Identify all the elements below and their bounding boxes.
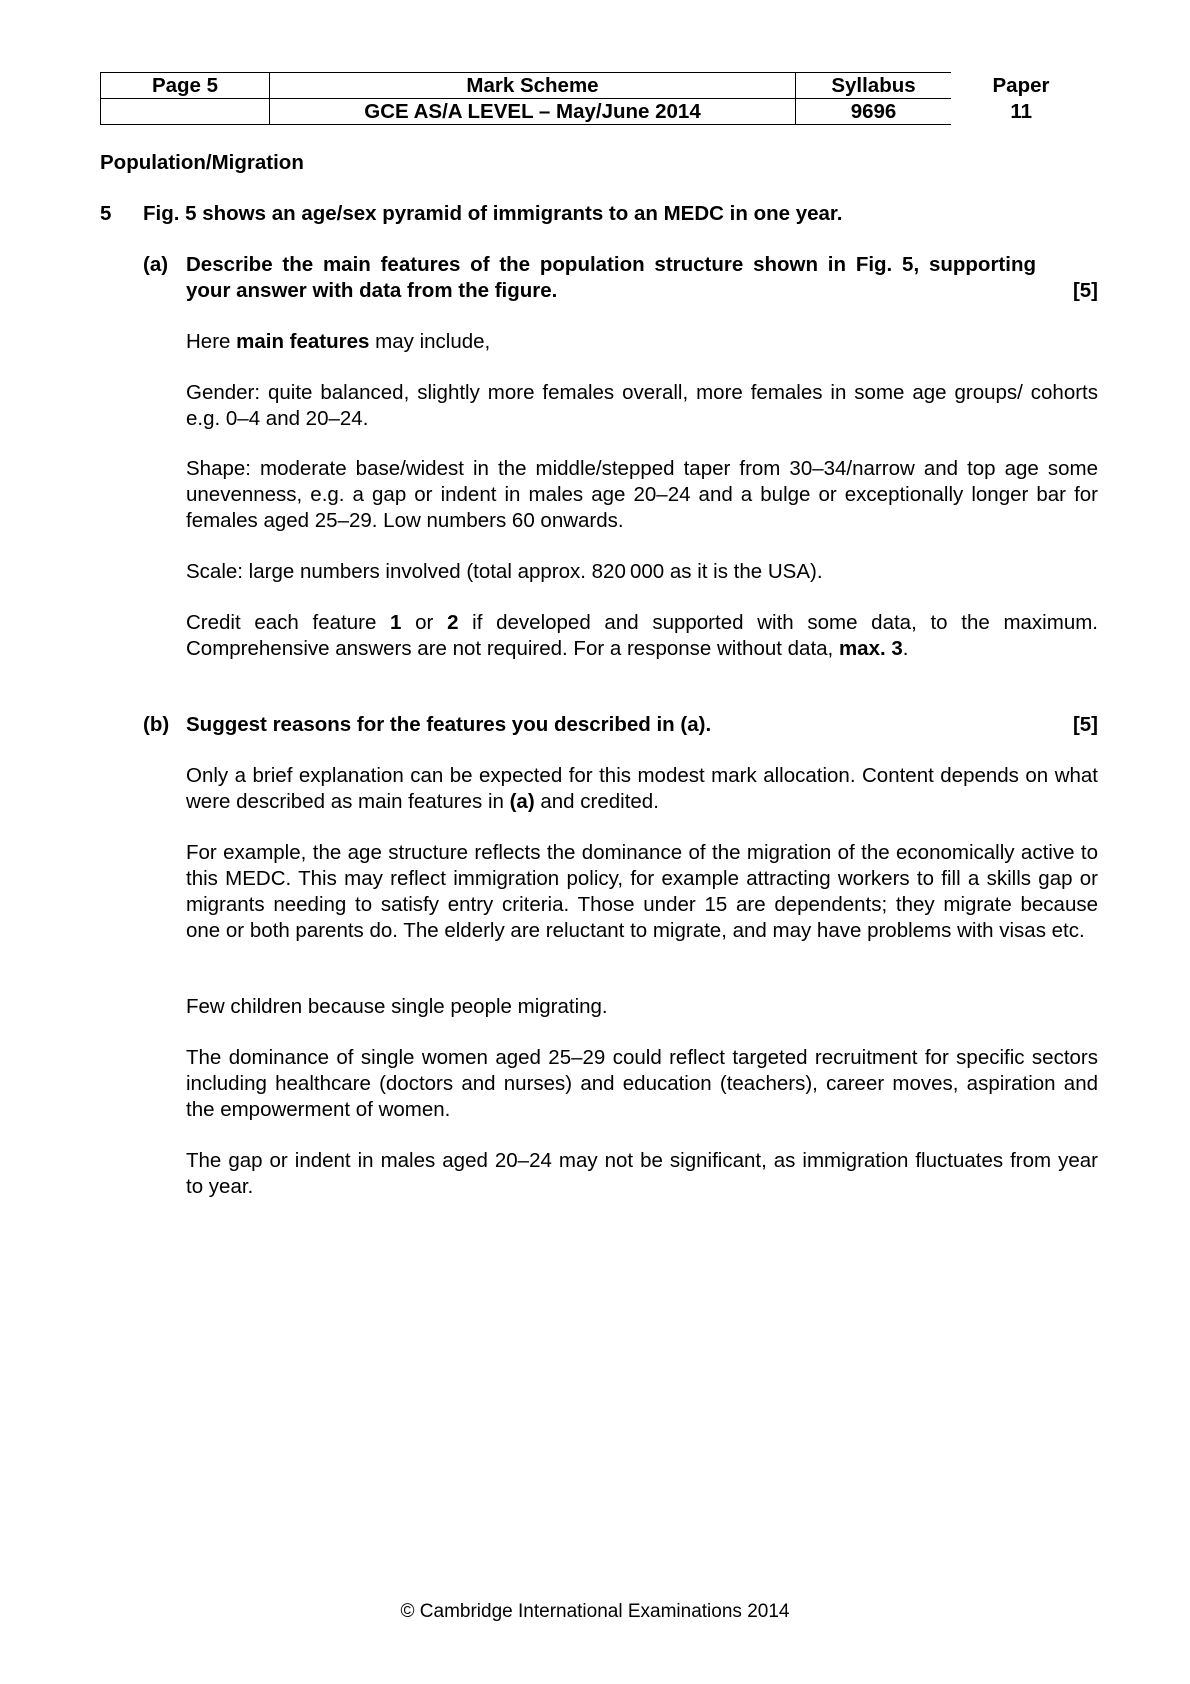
part-a-question: Describe the main features of the population structure shown in Fig. 5, supporting your answer with data from the figure. xyxy=(186,253,1036,302)
part-b-p3: Few children because single people migrating. xyxy=(186,995,608,1018)
part-a-gender: Gender: quite balanced, slightly more females overall, more females in some age groups/ cohorts e.g. 0–4 and 20–24. xyxy=(186,381,1098,430)
part-a-label: (a) xyxy=(143,253,169,276)
part-a-scale: Scale: large numbers involved (total approx. 820 000 as it is the USA). xyxy=(186,560,823,583)
part-a-marks: [5] xyxy=(1072,279,1098,302)
part-b-p2: For example, the age structure reflects the dominance of the migration of the economically active to this MEDC. This may reflect immigration policy, for example attracting workers to fill a skills gap or migrants needing to satisfy entry criteria. Those under 15 are dependents; they migrate because one or both parents do. The elderly are reluctant to migrate, and may have problems with visas etc. xyxy=(186,841,1098,942)
part-a-credit: Credit each feature 1 or 2 if developed and supported with some data, to the maximum. Comprehensive answers are not required. For a response without data, max. 3. xyxy=(186,611,1098,660)
part-b-question: Suggest reasons for the features you described in (a). xyxy=(186,713,712,736)
part-b-marks: [5] xyxy=(1072,713,1098,736)
exam-subtitle: GCE AS/A LEVEL – May/June 2014 xyxy=(270,99,796,125)
syllabus-code: 9696 xyxy=(796,99,952,125)
paper-label: Paper xyxy=(992,73,1050,97)
copyright-footer: © Cambridge International Examinations 2014 xyxy=(400,1601,790,1622)
page-label: Page 5 xyxy=(101,73,270,99)
section-title: Population/Migration xyxy=(100,151,304,174)
question-text: Fig. 5 shows an age/sex pyramid of immigrants to an MEDC in one year. xyxy=(143,202,843,225)
page-label-empty xyxy=(101,99,270,125)
part-b-p1: Only a brief explanation can be expected for this modest mark allocation. Content depends on what were described as main features in (a) and credited. xyxy=(186,764,1098,813)
paper-number: 11 xyxy=(1010,99,1033,123)
part-b-label: (b) xyxy=(143,713,170,736)
part-a-shape: Shape: moderate base/widest in the middle/stepped taper from 30–34/narrow and top age some unevenness, e.g. a gap or indent in males age 20–24 and a bulge or exceptionally longer bar for females aged 25–29. Low numbers 60 onwards. xyxy=(186,457,1098,532)
question-number: 5 xyxy=(100,202,112,225)
part-b-p5: The gap or indent in males aged 20–24 may not be significant, as immigration fluctuates from year to year. xyxy=(186,1149,1098,1198)
part-b-p4: The dominance of single women aged 25–29 could reflect targeted recruitment for specific sectors including healthcare (doctors and nurses) and education (teachers), career moves, aspiration and the empowerment of women. xyxy=(186,1046,1098,1121)
document-title: Mark Scheme xyxy=(270,73,796,99)
header-table xyxy=(100,72,1092,125)
part-a-intro: Here main features may include, xyxy=(186,330,491,353)
syllabus-label: Syllabus xyxy=(796,73,952,99)
